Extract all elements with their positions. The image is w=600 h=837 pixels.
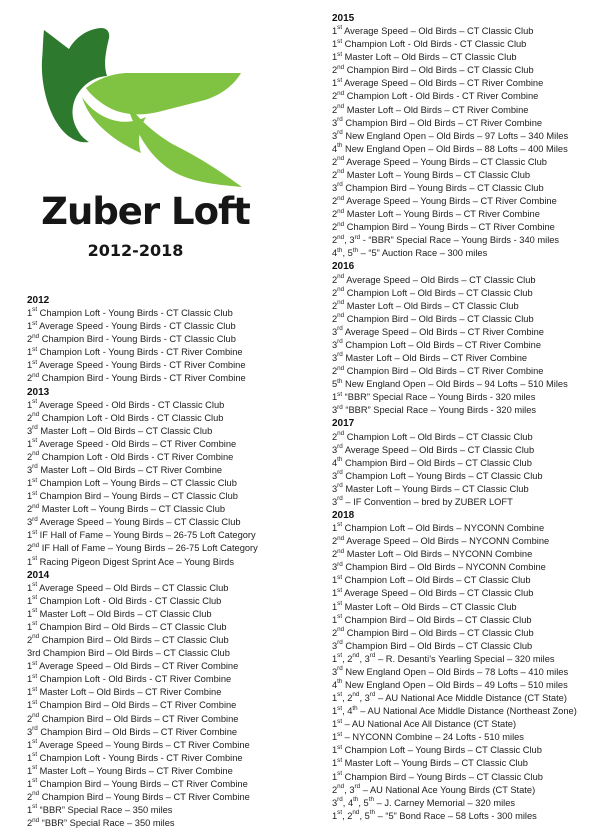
achievement-line: 2nd Average Speed – Old Birds – CT Classic Club — [332, 272, 536, 285]
achievement-line: 1st – NYCONN Combine – 24 Lofts - 510 miles — [332, 730, 524, 743]
achievement-line: 2nd Master Loft – Old Birds – CT Classic Club — [332, 299, 519, 311]
achievement-line: 2nd Champion Bird – Young Birds – CT River Combine — [27, 790, 250, 802]
achievement-line: 3rd Average Speed – Old Birds – CT Classic Club — [332, 442, 535, 455]
achievement-line: 1st – AU National Ace All Distance (CT State) — [332, 717, 517, 730]
achievement-line: 1st, 2nd, 3rd – AU National Ace Middle Distance (CT State) — [332, 691, 567, 704]
achievement-line: 2nd, 3rd – AU National Ace Young Birds (CT State) — [332, 783, 536, 795]
achievement-line: 1st, 4th – AU National Ace Middle Distance (Northeast Zone) — [332, 704, 577, 717]
achievement-line: 1st Champion Bird – Old Birds – CT River Combine — [27, 698, 237, 711]
achievement-line: 2nd Master Loft – Young Birds – CT River Combine — [332, 207, 540, 220]
achievement-line: 3rd Master Loft – Old Birds – CT River Combine — [332, 351, 528, 364]
brand-title: Zuber Loft — [41, 190, 250, 233]
achievement-line: 1st Champion Loft – Old Birds – NYCONN Combine — [332, 521, 545, 534]
achievement-line: 4th New England Open – Old Birds – 88 Lofts – 400 Miles — [332, 142, 568, 154]
year-header: 2016 — [332, 261, 355, 273]
achievement-line: 3rd Champion Bird – Old Birds – NYCONN Combine — [332, 560, 546, 573]
pigeon-logo — [40, 25, 250, 197]
achievement-line: 1st Average Speed – Old Birds – CT River Combine — [27, 659, 239, 672]
achievement-line: 3rd Champion Bird – Old Birds – CT Classic Club — [332, 639, 533, 651]
achievement-line: 1st Champion Loft – Old Birds – CT Classic Club — [332, 573, 531, 586]
achievement-line: 2nd Champion Loft – Old Birds – CT Classic Club — [332, 286, 533, 298]
achievement-line: 3rd New England Open – Old Birds – 97 Lofts – 340 Miles — [332, 129, 569, 141]
achievement-line: 4th Champion Bird – Old Birds – CT Classic Club — [332, 456, 532, 468]
achievement-line: 2nd Champion Bird – Old Birds – CT Classic Club — [27, 633, 229, 646]
achievement-line: 1st Average Speed - Young Birds - CT River Combine — [27, 358, 246, 371]
achievements-column-right — [332, 12, 600, 823]
achievement-line: 1st, 2nd, 5th – “5” Bond Race – 58 Lofts - 300 miles — [332, 809, 537, 821]
achievement-line: 2nd Champion Bird - Young Birds - CT Classic Club — [27, 332, 236, 345]
year-header: 2012 — [27, 295, 50, 306]
achievement-line: 2nd Champion Loft - Old Birds - CT River Combine — [27, 450, 234, 462]
achievement-line: 1st Champion Loft - Young Birds - CT River Combine — [27, 751, 243, 763]
logo-area — [40, 25, 250, 197]
year-header: 2018 — [332, 509, 355, 521]
achievement-line: 1st Average Speed – Old Birds – CT River Combine — [332, 76, 544, 89]
achievement-line: 3rd Champion Bird – Old Birds – CT Classic Club — [27, 648, 230, 659]
achievement-line: 1st Racing Pigeon Digest Sprint Ace – Young Birds — [27, 554, 234, 567]
achievement-line: 1st Champion Loft - Old Birds - CT Classic Club — [27, 594, 222, 606]
achievement-line: 2nd Champion Bird - Young Birds - CT River Combine — [27, 371, 246, 384]
achievement-line: 3rd Average Speed – Young Birds – CT Classic Club — [27, 515, 241, 528]
achievement-line: 2nd Average Speed – Old Birds – NYCONN Combine — [332, 534, 550, 547]
achievement-line: 1st Champion Bird – Old Birds – CT Classic Club — [332, 613, 532, 625]
achievement-line: 3rd Champion Loft – Young Birds – CT Classic Club — [332, 469, 543, 481]
pigeon-upper-wing — [86, 73, 241, 114]
achievement-line: 1st Master Loft – Old Birds – CT Classic Club — [27, 607, 212, 619]
achievement-line: 2nd Champion Loft - Old Birds - CT Classic Club — [27, 411, 224, 423]
achievement-line: 1st IF Hall of Fame – Young Birds – 26-75 Loft Category — [27, 528, 256, 541]
achievement-line: 3rd “BBR” Special Race – Young Birds - 320 miles — [332, 403, 537, 416]
pigeon-tail — [126, 102, 242, 187]
achievement-line: 3rd Champion Bird – Old Birds – CT River Combine — [332, 116, 543, 128]
achievement-line: 2nd Master Loft – Old Birds – CT River Combine — [332, 102, 529, 115]
achievement-line: 1st Champion Bird – Young Birds – CT River Combine — [27, 777, 248, 789]
achievement-line: 1st Master Loft – Young Birds – CT River Combine — [27, 764, 233, 776]
achievement-line: 2nd Master Loft – Old Birds – NYCONN Combine — [332, 547, 533, 560]
achievement-line: 1st Champion Bird – Old Birds – CT Classic Club — [27, 620, 227, 632]
year-header: 2015 — [332, 13, 355, 24]
achievement-line: 1st Champion Loft – Young Birds – CT Classic Club — [332, 743, 542, 756]
achievement-line: 1st Champion Loft - Young Birds - CT River Combine — [27, 345, 243, 358]
achievement-line: 1st Average Speed - Old Birds - CT Classic Club — [27, 398, 225, 410]
achievement-line: 2nd, 3rd - “BBR” Special Race – Young Birds - 340 miles — [332, 233, 560, 246]
achievement-line: 3rd New England Open – Old Birds – 78 Lofts – 410 miles — [332, 665, 569, 677]
achievement-line: 1st Champion Loft – Young Birds – CT Classic Club — [27, 476, 237, 489]
achievements-column-left — [27, 294, 322, 830]
achievement-line: 3rd Master Loft – Old Birds – CT Classic Club — [27, 424, 213, 436]
achievement-line: 3rd Champion Loft – Old Birds – CT River Combine — [332, 338, 542, 350]
achievement-line: 1st Champion Loft - Old Birds - CT River Combine — [27, 672, 232, 685]
achievement-line: 3rd, 4th, 5th – J. Carney Memorial – 320 miles — [332, 796, 516, 808]
achievement-line: 3rd – IF Convention – bred by ZUBER LOFT — [332, 495, 513, 507]
achievement-line: 1st Champion Loft - Old Birds - CT Classic Club — [332, 37, 527, 50]
achievement-line: 2nd Champion Loft - Old Birds - CT River Combine — [332, 89, 539, 102]
achievement-line: 2nd Average Speed – Young Birds – CT River Combine — [332, 194, 557, 207]
achievement-line: 2nd Master Loft – Young Birds – CT Classic Club — [27, 502, 226, 515]
achievement-line: 2nd Champion Bird – Old Birds – CT Classic Club — [332, 626, 534, 638]
achievement-line: 4th New England Open – Old Birds – 49 Lofts – 510 miles — [332, 678, 568, 690]
achievement-line: 3rd Average Speed – Old Birds – CT River Combine — [332, 325, 544, 337]
achievement-line: 1st Champion Bird – Young Birds – CT Classic Club — [27, 489, 238, 502]
year-header: 2017 — [332, 418, 355, 430]
year-header: 2013 — [27, 386, 50, 398]
achievement-line: 1st Master Loft – Old Birds – CT River Combine — [27, 685, 222, 698]
achievement-line: 3rd Master Loft – Old Birds – CT River Combine — [27, 463, 223, 476]
achievement-line: 1st Average Speed – Old Birds – CT Classic Club — [27, 581, 229, 593]
achievement-line: 2nd Champion Bird – Young Birds – CT River Combine — [332, 220, 555, 233]
achievement-line: 1st, 2nd, 3rd – R. Desanti’s Yearling Special – 320 miles — [332, 652, 555, 664]
achievement-line: 2nd IF Hall of Fame – Young Birds – 26-75 Loft Category — [27, 541, 258, 554]
year-header: 2014 — [27, 569, 50, 581]
achievement-line: 5th New England Open – Old Birds – 94 Lofts – 510 Miles — [332, 377, 568, 390]
achievement-line: 3rd Champion Bird – Young Birds – CT Classic Club — [332, 181, 544, 194]
achievement-line: 2nd Champion Bird – Old Birds – CT River Combine — [332, 364, 544, 377]
achievement-line: 1st Master Loft – Old Birds – CT Classic Club — [332, 599, 517, 612]
achievement-line: 1st Average Speed - Old Birds – CT River Combine — [27, 437, 237, 449]
achievement-line: 2nd “BBR” Special Race – 350 miles — [27, 816, 175, 829]
achievement-line: 2nd Champion Bird – Old Birds – CT River Combine — [27, 711, 239, 724]
achievement-line: 1st Average Speed – Old Birds – CT Classic Club — [332, 586, 534, 599]
achievement-line: 1st Master Loft – Young Birds – CT Classic Club — [332, 756, 528, 769]
achievement-line: 1st Average Speed – Young Birds – CT River Combine — [27, 738, 250, 750]
achievement-line: 1st “BBR” Special Race – Young Birds - 320 miles — [332, 390, 536, 403]
achievement-line: 1st Average Speed – Old Birds – CT Classic Club — [332, 24, 534, 37]
achievement-line: 1st Champion Loft - Young Birds - CT Classic Club — [27, 306, 233, 319]
achievement-line: 1st Average Speed - Young Birds - CT Classic Club — [27, 319, 236, 332]
achievement-line: 3rd Champion Bird – Old Birds – CT River Combine — [27, 724, 238, 737]
achievement-line: 4th, 5th – “5” Auction Race – 300 miles — [332, 246, 488, 259]
achievement-line: 3rd Master Loft – Young Birds – CT Classic Club — [332, 482, 529, 494]
achievement-line: 2nd Champion Bird – Old Birds – CT Classic Club — [332, 63, 534, 76]
achievement-line: 1st Master Loft – Old Birds – CT Classic Club — [332, 50, 517, 63]
year-range: 2012-2018 — [87, 241, 184, 260]
achievement-line: 2nd Master Loft – Young Birds – CT Classic Club — [332, 168, 531, 180]
achievement-line: 2nd Champion Bird – Old Birds – CT Classic Club — [332, 312, 534, 324]
achievement-line: 1st “BBR” Special Race – 350 miles — [27, 803, 173, 816]
achievement-line: 2nd Average Speed – Young Birds – CT Classic Club — [332, 155, 547, 167]
achievement-line: 1st Champion Bird – Young Birds – CT Classic Club — [332, 769, 543, 782]
achievement-line: 2nd Champion Loft – Old Birds – CT Classic Club — [332, 429, 533, 442]
